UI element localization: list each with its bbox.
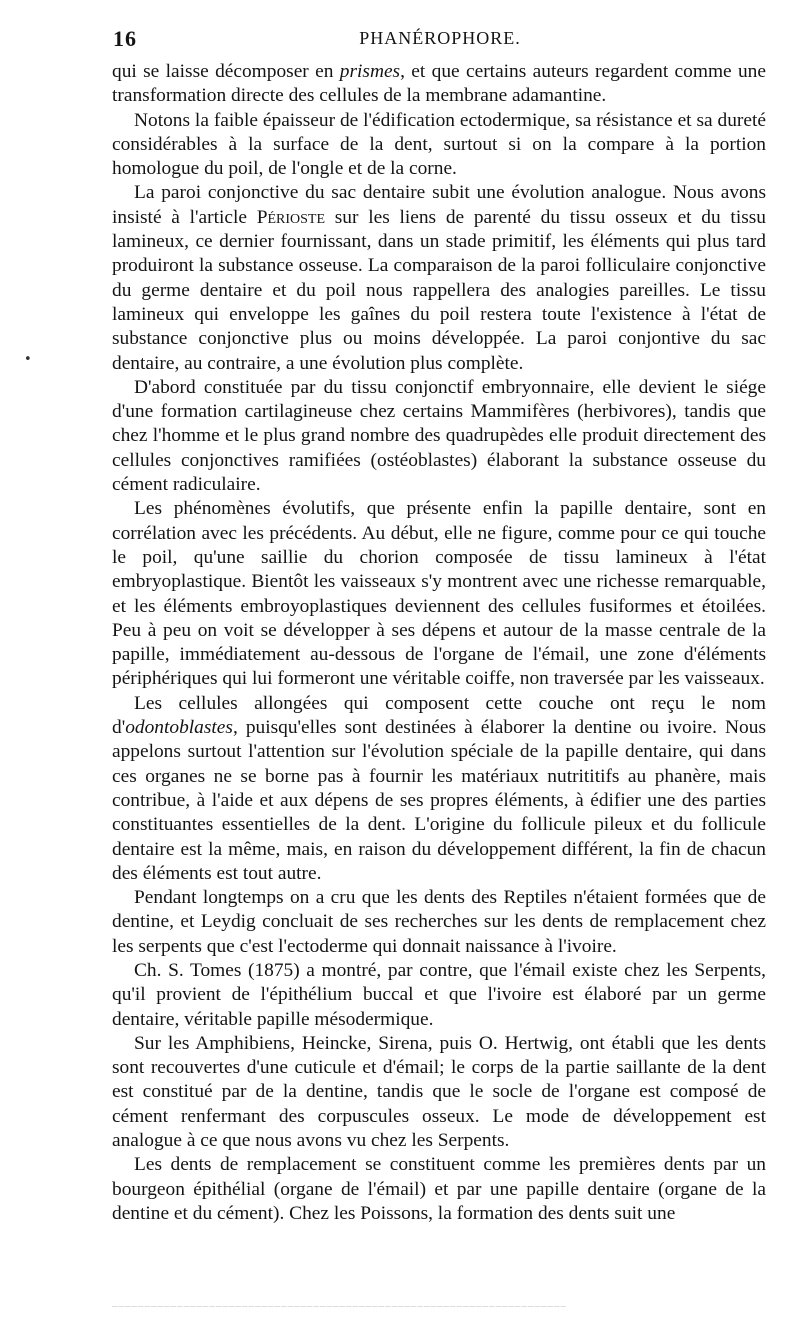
text-run: sur les liens de parenté du tissu osseux et du tissu lamineux, ce dernier fournissant, dans un stade primitif, les éléments qui plus tard produiront la substance osseuse. La comparaison de la paroi folliculaire conjonctive du germe dentaire et du poil nous rappellera des analogies pareilles. Le tissu lamineux qui enveloppe les gaînes du poil restera toute l'existence à l'état de substance conjonctive plus ou moins développée. La paroi conjontive du sac dentaire, au contraire, a une évolution plus complète. bbox=[112, 206, 766, 374]
margin-mark: • bbox=[24, 352, 32, 367]
paragraph bbox=[112, 376, 766, 497]
text-run: Les phénomènes évolutifs, que présente enfin la papille dentaire, sont en corrélation avec les précédents. Au début, elle ne figure, comme pour ce qui touche le poil, qu'une saillie du chorion composée de tissu lamineux à l'état embryoplastique. Bientôt les vaisseaux s'y montrent avec une richesse remarquable, et les éléments embroyoplastiques deviennent des cellules fusiformes et étoilées. Peu à peu on voit se développer à ses dépens et autour de la masse centrale de la papille, immédiatement au-dessous de l'organe de l'émail, une zone d'éléments périphériques qui lui formeront une véritable coiffe, non traversée par les vaisseaux. bbox=[112, 498, 766, 690]
text-run: D'abord constituée par du tissu conjonctif embryonnaire, elle devient le siége d'une formation cartilagineuse chez certains Mammifères (herbivores), tandis que chez l'homme et le plus grand nombre des quadrupèdes elle produit directement des cellules conjonctives ramifiées (ostéoblastes) élaborant la substance osseuse du cément radiculaire. bbox=[112, 376, 766, 496]
italic-term: odontoblastes bbox=[125, 717, 233, 739]
paragraph bbox=[112, 959, 766, 1032]
paragraph bbox=[112, 60, 766, 109]
text-run: qui se laisse décomposer en bbox=[112, 61, 340, 82]
text-run: , puisqu'elles sont destinées à élaborer la dentine ou ivoire. Nous appelons surtout l'attention sur l'évolution spéciale de la papille dentaire, qui dans ces organes ne se borne pas à fournir les matériaux nutrititifs au phanère, mais contribue, à l'aide et aux dépens de ses propres éléments, à édifier une des parties constituantes essentielles de la dent. L'origine du follicule pileux et du follicule dentaire est la même, mais, en raison du développement différent, la fin de chacun des éléments est tout autre. bbox=[112, 717, 766, 884]
text-run: Sur les Amphibiens, Heincke, Sirena, puis O. Hertwig, ont établi que les dents sont recouvertes d'une cuticule et d'émail; le corps de la partie saillante de la dent est constitué par de la dentine, tandis que le socle de l'organe est composé de cément renfermant des corpuscules osseux. Le mode de développement est analogue à ce que nous avons vu chez les Serpents. bbox=[112, 1032, 766, 1152]
small-caps-term: Périoste bbox=[256, 206, 326, 228]
text-run: Pendant longtemps on a cru que les dents des Reptiles n'étaient formées que de dentine, et Leydig concluait de ses recherches sur les dents de remplacement chez les serpents que c'est l'ectoderme qui donnait naissance à l'ivoire. bbox=[112, 887, 766, 957]
text-run: , et que certains auteurs regardent comme une transformation directe des cellules de la membrane adamantine. bbox=[112, 61, 766, 107]
paragraph bbox=[112, 497, 766, 691]
italic-term: prismes bbox=[339, 61, 401, 82]
paragraph bbox=[112, 692, 766, 886]
text-run: La paroi conjonctive du sac dentaire subit une évolution analogue. Nous avons insisté à l'article bbox=[112, 182, 766, 228]
bleed-through-line: ‒‒‒‒‒‒‒‒‒‒‒‒‒‒‒‒‒‒‒‒‒‒‒‒‒‒‒‒‒‒‒‒‒‒‒‒‒‒‒‒‒‒‒‒‒‒‒‒‒‒‒‒‒‒‒‒‒‒‒‒‒‒‒‒‒‒‒‒‒‒ bbox=[112, 1300, 567, 1312]
paragraph bbox=[112, 109, 766, 182]
page-header bbox=[113, 26, 767, 58]
body-text bbox=[112, 60, 766, 1226]
running-title: PHANÉROPHORE. bbox=[359, 28, 521, 48]
paragraph bbox=[112, 886, 766, 959]
text-run: Ch. S. Tomes (1875) a montré, par contre, que l'émail existe chez les Serpents, qu'il provient de l'épithélium buccal et que l'ivoire est élaboré par un germe dentaire, véritable papille mésodermique. bbox=[112, 959, 766, 1030]
text-run: Les dents de remplacement se constituent comme les premières dents par un bourgeon épithélial (organe de l'émail) et par une papille dentaire (organe de la dentine et du cément). Chez les Poissons, la formation des dents suit une bbox=[112, 1154, 766, 1224]
text-run: Notons la faible épaisseur de l'édification ectodermique, sa résistance et sa dureté considérables à la surface de la dent, surtout si on la compare à la portion homologue du poil, de l'ongle et de la corne. bbox=[112, 109, 766, 180]
paragraph bbox=[112, 1032, 766, 1153]
page-number: 16 bbox=[113, 26, 137, 51]
paragraph bbox=[112, 181, 766, 375]
text-run: Les cellules allongées qui composent cette couche ont reçu le nom d' bbox=[112, 692, 766, 739]
paragraph bbox=[112, 1153, 766, 1226]
